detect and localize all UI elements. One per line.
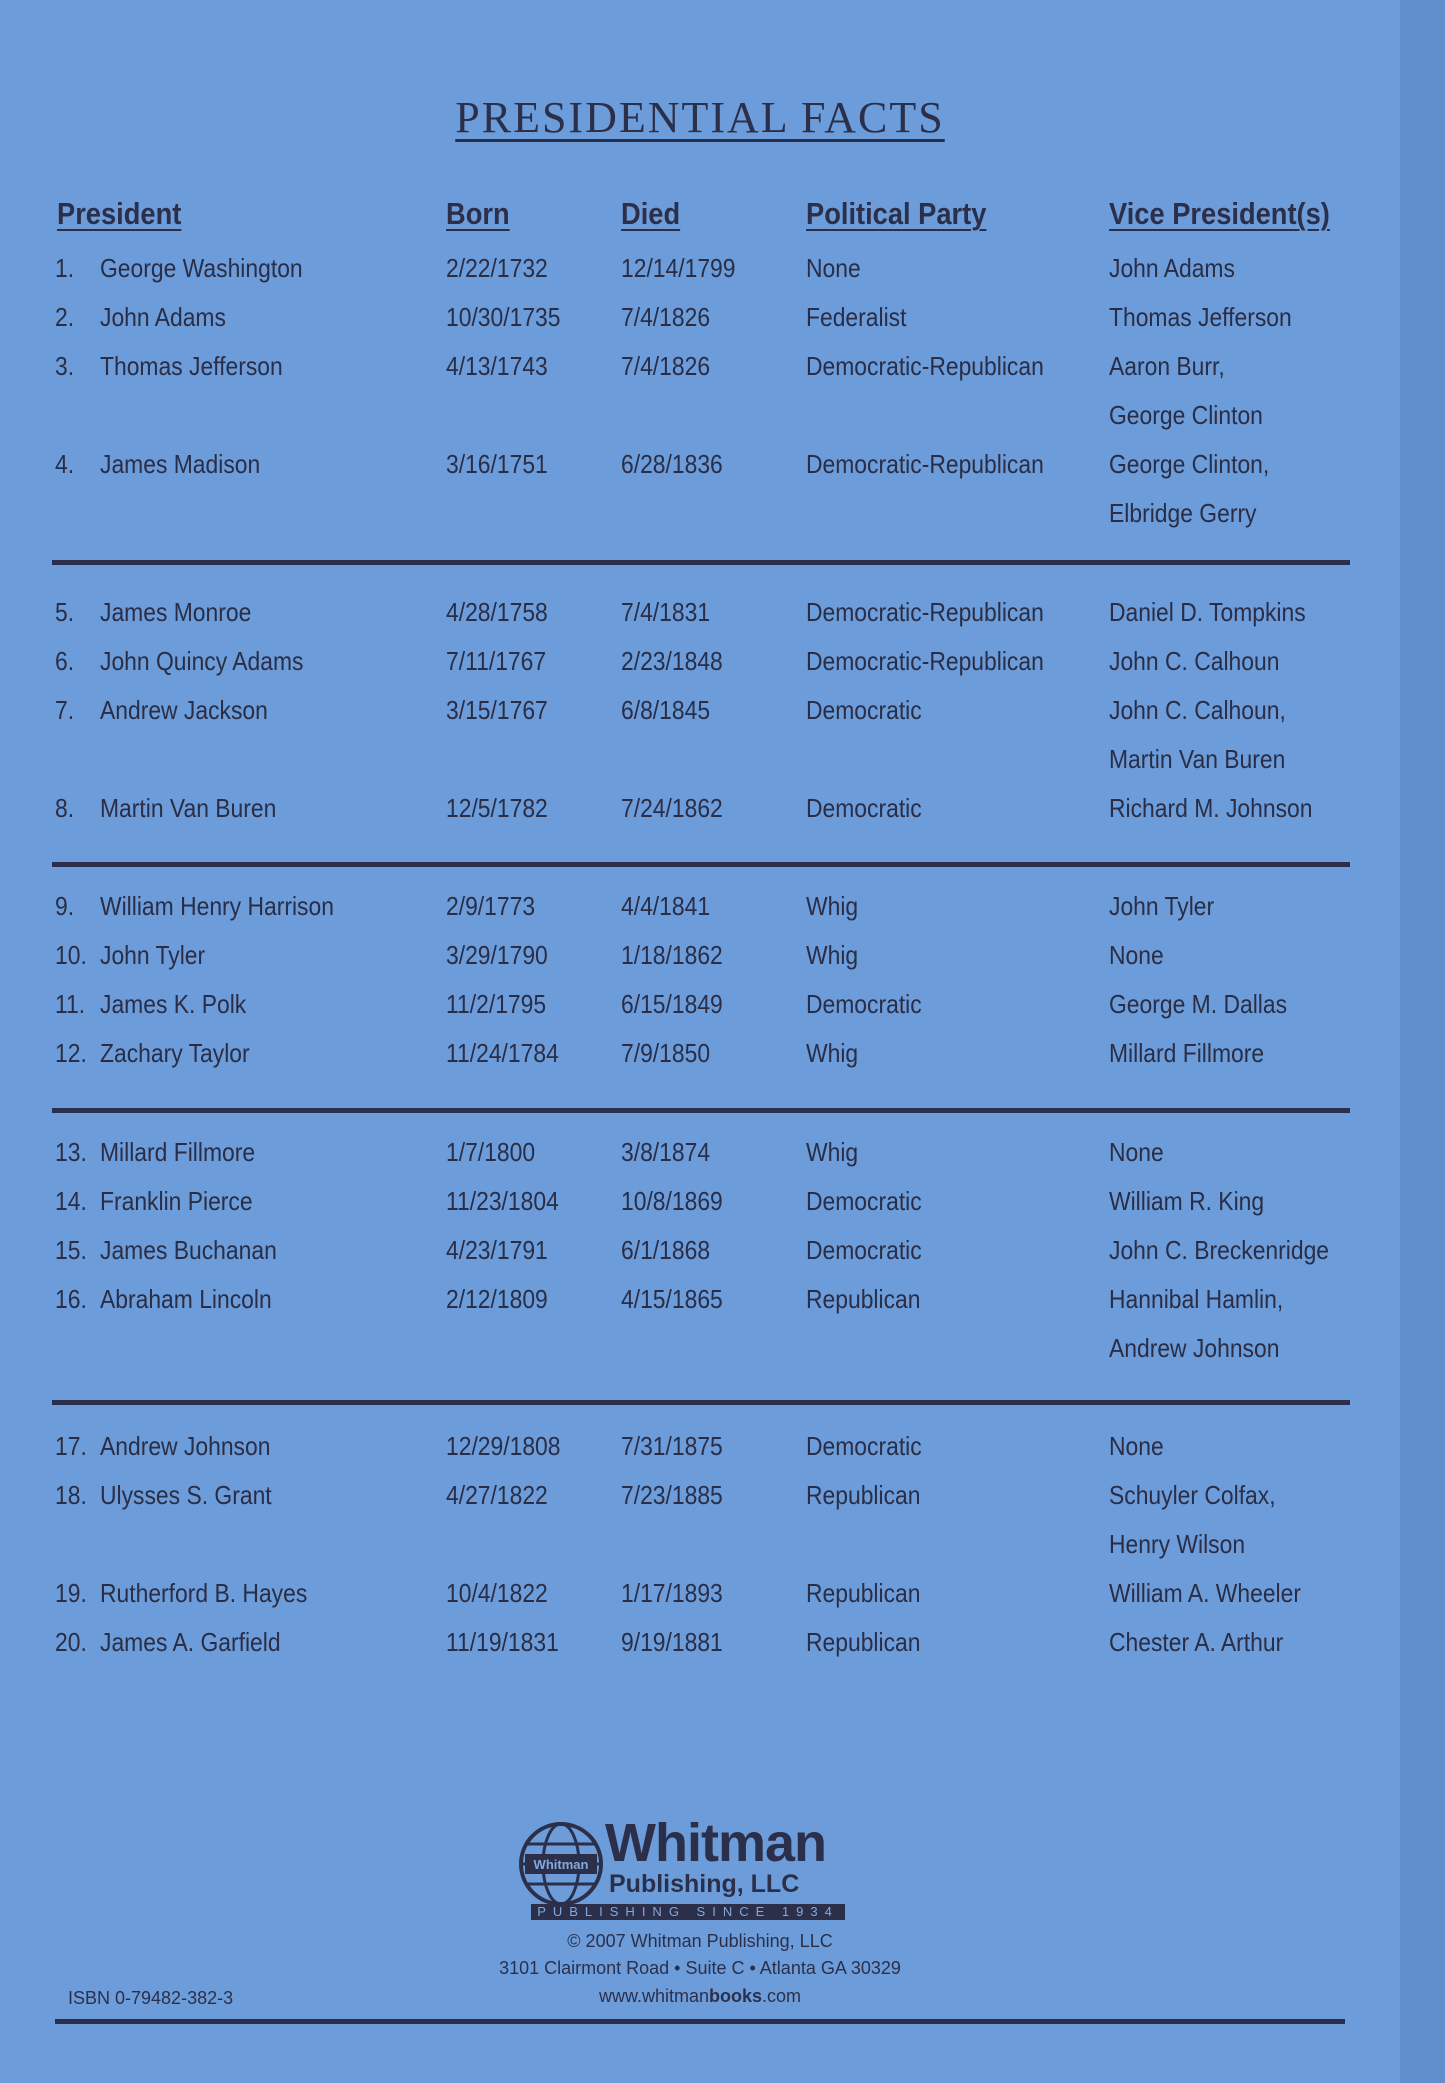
vice-president: William A. Wheeler [1109,1578,1301,1608]
vice-president: John Adams [1109,253,1235,283]
vice-president: None [1109,940,1164,970]
born-date: 10/4/1822 [446,1578,548,1608]
table-row [0,597,1400,646]
header-died: Died [621,196,681,231]
brand-name: Whitman [605,1813,826,1873]
table-row [0,1480,1400,1559]
president-name: William Henry Harrison [100,891,334,921]
table-row [0,1186,1400,1235]
president-number: 8. [55,793,75,823]
vice-president: George Clinton, [1109,449,1270,479]
political-party: Democratic-Republican [806,351,1044,381]
president-number: 12. [55,1038,87,1068]
section-divider [52,1400,1350,1405]
president-number: 9. [55,891,75,921]
table-row [0,302,1400,351]
president-number: 3. [55,351,75,381]
political-party: Democratic [806,695,922,725]
political-party: Republican [806,1480,921,1510]
died-date: 1/17/1893 [621,1578,723,1608]
born-date: 11/2/1795 [446,989,547,1019]
president-number: 16. [55,1284,87,1314]
table-row [0,449,1400,528]
header-president: President [57,196,182,231]
born-date: 11/19/1831 [446,1627,559,1657]
table-row [0,1137,1400,1186]
born-date: 1/7/1800 [446,1137,536,1167]
table-row [0,1235,1400,1284]
vice-president: Henry Wilson [1109,1529,1246,1559]
header-vice-presidents: Vice President(s) [1109,196,1330,231]
vice-president: None [1109,1137,1164,1167]
political-party: Democratic [806,1235,922,1265]
table-row [0,989,1400,1038]
died-date: 9/19/1881 [621,1627,723,1657]
website-link: www.whitmanbooks.com [598,1986,802,2006]
died-date: 1/18/1862 [621,940,723,970]
born-date: 3/15/1767 [446,695,548,725]
died-date: 7/9/1850 [621,1038,711,1068]
header-born: Born [446,196,510,231]
died-date: 12/14/1799 [621,253,736,283]
born-date: 4/13/1743 [446,351,548,381]
table-row [0,253,1400,302]
political-party: Whig [806,1038,859,1068]
died-date: 7/23/1885 [621,1480,723,1510]
died-date: 3/8/1874 [621,1137,711,1167]
vice-president: Chester A. Arthur [1109,1627,1284,1657]
table-row [0,1578,1400,1627]
died-date: 6/15/1849 [621,989,723,1019]
section-divider [52,560,1350,565]
born-date: 7/11/1767 [446,646,547,676]
political-party: Federalist [806,302,907,332]
born-date: 10/30/1735 [446,302,561,332]
president-name: Ulysses S. Grant [100,1480,272,1510]
president-name: Martin Van Buren [100,793,277,823]
president-number: 14. [55,1186,87,1216]
vice-president: Andrew Johnson [1109,1333,1280,1363]
publishing-since: PUBLISHING SINCE 1934 [531,1904,845,1920]
died-date: 10/8/1869 [621,1186,723,1216]
born-date: 3/29/1790 [446,940,548,970]
president-number: 20. [55,1627,87,1657]
table-row [0,695,1400,774]
political-party: Democratic [806,1431,922,1461]
died-date: 6/28/1836 [621,449,723,479]
president-name: Millard Fillmore [100,1137,256,1167]
president-number: 5. [55,597,75,627]
vice-president: Schuyler Colfax, [1109,1480,1276,1510]
vice-president: Hannibal Hamlin, [1109,1284,1284,1314]
political-party: Democratic [806,1186,922,1216]
born-date: 2/12/1809 [446,1284,548,1314]
section-divider [52,1108,1350,1113]
born-date: 4/23/1791 [446,1235,548,1265]
political-party: Republican [806,1627,921,1657]
born-date: 4/28/1758 [446,597,548,627]
vice-president: George Clinton [1109,400,1263,430]
president-name: James A. Garfield [100,1627,281,1657]
page-title: PRESIDENTIAL FACTS [455,93,945,142]
president-name: James Madison [100,449,261,479]
table-row [0,1284,1400,1363]
president-number: 10. [55,940,87,970]
political-party: Whig [806,1137,859,1167]
died-date: 7/24/1862 [621,793,723,823]
section-divider [52,862,1350,867]
vice-president: Martin Van Buren [1109,744,1286,774]
vice-president: Elbridge Gerry [1109,498,1257,528]
died-date: 6/8/1845 [621,695,711,725]
page-edge [1400,0,1445,2083]
died-date: 4/4/1841 [621,891,711,921]
died-date: 7/4/1826 [621,351,711,381]
president-name: John Tyler [100,940,206,970]
died-date: 7/4/1826 [621,302,711,332]
born-date: 12/29/1808 [446,1431,561,1461]
table-row [0,1627,1400,1676]
header-political-party: Political Party [806,196,987,231]
president-number: 7. [55,695,75,725]
died-date: 4/15/1865 [621,1284,723,1314]
president-name: John Quincy Adams [100,646,304,676]
president-name: George Washington [100,253,303,283]
born-date: 11/24/1784 [446,1038,559,1068]
political-party: Democratic [806,793,922,823]
president-name: Franklin Pierce [100,1186,253,1216]
died-date: 6/1/1868 [621,1235,711,1265]
political-party: Whig [806,940,859,970]
table-row [0,646,1400,695]
died-date: 2/23/1848 [621,646,723,676]
globe-label: Whitman [533,1857,589,1872]
whitman-logo [517,1813,857,1920]
vice-president: Richard M. Johnson [1109,793,1313,823]
president-number: 17. [55,1431,87,1461]
president-number: 15. [55,1235,87,1265]
table-row [0,1038,1400,1087]
address-line: 3101 Clairmont Road • Suite C • Atlanta GA 30329 [499,1958,901,1978]
president-name: Abraham Lincoln [100,1284,272,1314]
president-number: 18. [55,1480,87,1510]
copyright-line: © 2007 Whitman Publishing, LLC [567,1931,833,1951]
table-row [0,351,1400,430]
political-party: Republican [806,1578,921,1608]
globe-icon [517,1820,605,1908]
president-name: Andrew Johnson [100,1431,271,1461]
died-date: 7/4/1831 [621,597,711,627]
bottom-divider [55,2019,1345,2024]
political-party: Republican [806,1284,921,1314]
president-name: James Monroe [100,597,252,627]
vice-president: John Tyler [1109,891,1215,921]
president-name: Zachary Taylor [100,1038,250,1068]
president-number: 2. [55,302,75,332]
vice-president: John C. Calhoun, [1109,695,1286,725]
born-date: 12/5/1782 [446,793,548,823]
political-party: Democratic-Republican [806,597,1044,627]
vice-president: John C. Breckenridge [1109,1235,1330,1265]
political-party: Democratic-Republican [806,449,1044,479]
political-party: None [806,253,861,283]
political-party: Whig [806,891,859,921]
president-number: 6. [55,646,75,676]
president-number: 4. [55,449,75,479]
president-name: John Adams [100,302,226,332]
vice-president: Daniel D. Tompkins [1109,597,1306,627]
vice-president: George M. Dallas [1109,989,1288,1019]
born-date: 2/22/1732 [446,253,548,283]
vice-president: Thomas Jefferson [1109,302,1292,332]
table-row [0,1431,1400,1480]
vice-president: John C. Calhoun [1109,646,1280,676]
born-date: 4/27/1822 [446,1480,548,1510]
political-party: Democratic [806,989,922,1019]
table-row [0,940,1400,989]
president-name: James Buchanan [100,1235,277,1265]
president-number: 1. [55,253,75,283]
president-number: 19. [55,1578,87,1608]
born-date: 2/9/1773 [446,891,536,921]
table-row [0,793,1400,842]
president-number: 13. [55,1137,87,1167]
president-name: Thomas Jefferson [100,351,283,381]
political-party: Democratic-Republican [806,646,1044,676]
president-name: James K. Polk [100,989,247,1019]
died-date: 7/31/1875 [621,1431,723,1461]
vice-president: Millard Fillmore [1109,1038,1265,1068]
president-number: 11. [55,989,86,1019]
isbn: ISBN 0-79482-382-3 [68,1988,234,2008]
vice-president: William R. King [1109,1186,1265,1216]
vice-president: None [1109,1431,1164,1461]
table-row [0,891,1400,940]
brand-subtitle: Publishing, LLC [609,1870,800,1898]
born-date: 3/16/1751 [446,449,548,479]
president-name: Rutherford B. Hayes [100,1578,308,1608]
vice-president: Aaron Burr, [1109,351,1225,381]
president-name: Andrew Jackson [100,695,268,725]
born-date: 11/23/1804 [446,1186,559,1216]
